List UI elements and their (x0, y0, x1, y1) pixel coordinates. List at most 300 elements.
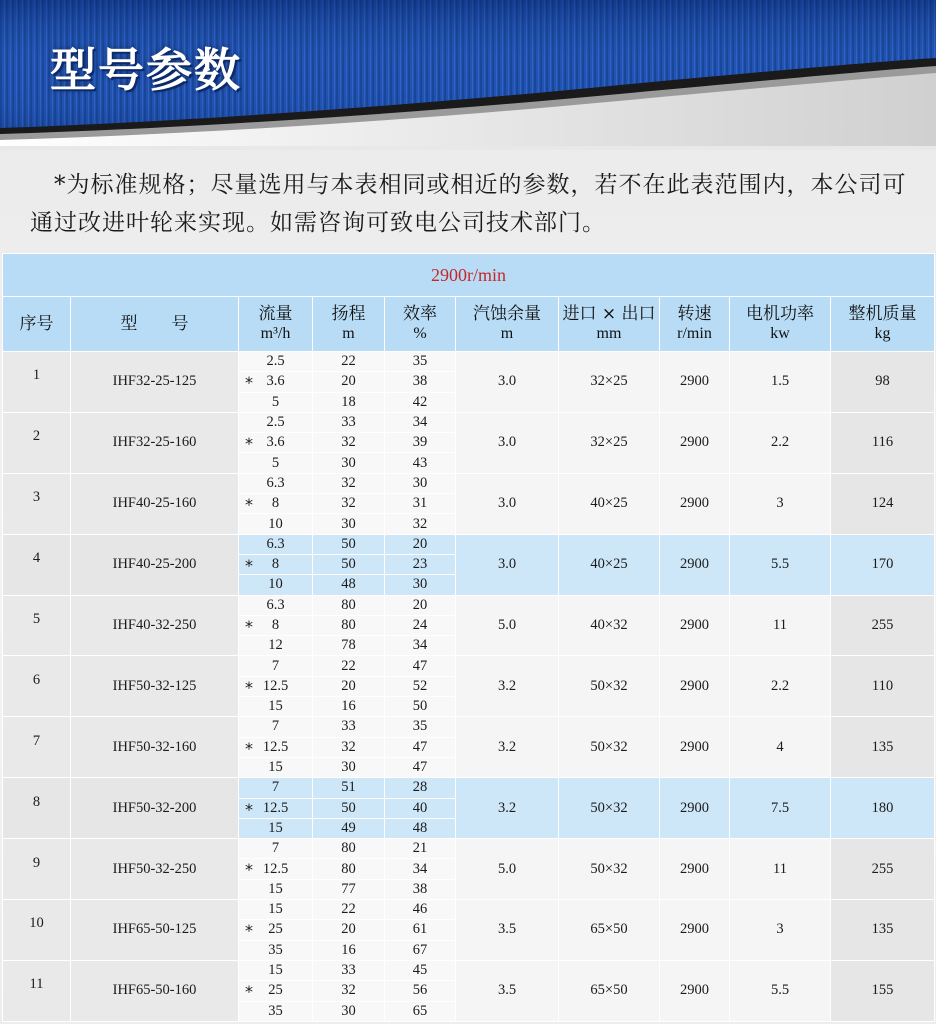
efficiency-cell-value: 24 (412, 617, 428, 633)
column-label: 转速 (677, 304, 712, 324)
motor-power-cell (730, 412, 831, 473)
model-cell (71, 717, 239, 778)
speed-cell-value: 2900 (680, 799, 709, 816)
table-row (3, 656, 935, 676)
column-label: 扬程 (331, 304, 366, 324)
flow-cell-value: 8 (271, 617, 280, 633)
motor-power-cell (730, 352, 831, 413)
standard-spec-marker: * (245, 434, 253, 454)
row-index-cell-value: 10 (29, 915, 44, 932)
speed-cell (660, 534, 730, 595)
port-size-cell (559, 534, 660, 595)
npsh-cell-value: 3.2 (497, 738, 517, 755)
port-size-cell (559, 717, 660, 778)
flow-cell-value: 35 (268, 941, 283, 958)
row-index-cell (3, 960, 71, 1021)
flow-cell (239, 575, 313, 595)
head-cell (313, 534, 385, 554)
port-size-cell (559, 778, 660, 839)
row-index-cell (3, 473, 71, 534)
efficiency-cell (385, 981, 456, 1001)
npsh-cell-value: 3.5 (497, 982, 517, 999)
efficiency-cell-value: 34 (412, 414, 428, 431)
efficiency-cell-value: 31 (412, 495, 428, 512)
head-cell-value: 18 (341, 393, 356, 410)
mass-cell-value: 170 (871, 556, 894, 573)
col-header-flow (239, 297, 313, 352)
column-unit: m (342, 325, 355, 342)
head-cell (313, 778, 385, 798)
row-index-cell (3, 839, 71, 900)
speed-cell (660, 352, 730, 413)
intro-note: *为标准规格；尽量选用与本表相同或相近的参数，若不在此表范围内，本公司可通过改进叶轮来实现。如需咨询可致电公司技术部门。 (30, 172, 907, 236)
head-cell (313, 981, 385, 1001)
standard-spec-marker: * (245, 373, 253, 393)
efficiency-cell (385, 778, 456, 798)
row-index-cell (3, 717, 71, 778)
port-size-cell (559, 473, 660, 534)
head-cell (313, 900, 385, 920)
efficiency-cell (385, 412, 456, 432)
efficiency-cell (385, 676, 456, 696)
motor-power-cell (730, 900, 831, 961)
head-cell (313, 737, 385, 757)
model-cell (71, 656, 239, 717)
port-size-cell-value: 40×25 (590, 495, 628, 512)
speed-cell (660, 595, 730, 656)
npsh-cell (456, 960, 559, 1021)
head-cell-value: 33 (341, 414, 356, 431)
port-size-cell (559, 352, 660, 413)
flow-cell-value: 7 (271, 779, 280, 796)
mass-cell (831, 656, 935, 717)
flow-cell (239, 656, 313, 676)
col-header-motor-power (730, 297, 831, 352)
head-cell (313, 412, 385, 432)
mass-cell (831, 717, 935, 778)
head-cell-value: 30 (341, 759, 356, 776)
efficiency-cell-value: 35 (412, 718, 428, 735)
head-cell (313, 514, 385, 534)
port-size-cell-value: 40×32 (590, 617, 628, 633)
motor-power-cell-value: 11 (773, 860, 787, 877)
npsh-cell-value: 3.0 (497, 373, 517, 390)
flow-cell (239, 636, 313, 656)
head-cell (313, 554, 385, 574)
column-unit: % (413, 325, 427, 342)
standard-spec-marker: * (245, 921, 253, 941)
speed-cell-value: 2900 (680, 921, 709, 938)
column-unit: kw (770, 325, 790, 342)
model-cell (71, 900, 239, 961)
standard-spec-marker: * (245, 982, 253, 1002)
mass-cell-value: 180 (871, 799, 894, 816)
column-unit: kg (874, 325, 891, 342)
flow-cell-value: 3.6 (266, 373, 285, 390)
head-cell (313, 352, 385, 372)
flow-cell (239, 839, 313, 859)
flow-cell (239, 534, 313, 554)
head-cell (313, 453, 385, 473)
mass-cell (831, 412, 935, 473)
col-header-port-size (559, 297, 660, 352)
column-label: 型 号 (120, 314, 189, 334)
flow-cell (239, 757, 313, 777)
head-cell (313, 859, 385, 879)
npsh-cell-value: 3.5 (497, 921, 517, 938)
column-label: 进口 × 出口 (562, 304, 656, 324)
efficiency-cell-value: 40 (412, 799, 428, 816)
head-cell (313, 473, 385, 493)
speed-cell-value: 2900 (680, 982, 709, 999)
table-row (3, 960, 935, 980)
model-cell-value: IHF65-50-125 (112, 921, 197, 938)
flow-cell (239, 717, 313, 737)
row-index-cell-value: 6 (32, 671, 41, 688)
head-cell (313, 575, 385, 595)
flow-cell (239, 372, 313, 392)
efficiency-cell (385, 737, 456, 757)
col-header-speed (660, 297, 730, 352)
flow-cell-value: 12 (268, 637, 283, 654)
col-header-head (313, 297, 385, 352)
flow-cell (239, 433, 313, 453)
head-cell (313, 392, 385, 412)
col-header-mass (831, 297, 935, 352)
head-cell-value: 32 (341, 495, 356, 512)
flow-cell-value: 12.5 (262, 738, 289, 755)
flow-cell-value: 10 (268, 515, 283, 532)
flow-cell (239, 1001, 313, 1021)
efficiency-cell-value: 47 (412, 738, 428, 755)
model-cell (71, 778, 239, 839)
efficiency-cell-value: 47 (412, 657, 428, 674)
efficiency-cell (385, 473, 456, 493)
row-index-cell-value: 5 (32, 611, 41, 627)
head-cell (313, 656, 385, 676)
mass-cell-value: 135 (871, 921, 894, 938)
column-unit: m³/h (260, 325, 291, 342)
flow-cell-value: 8 (271, 495, 280, 512)
npsh-cell (456, 534, 559, 595)
efficiency-cell-value: 20 (412, 535, 428, 552)
flow-cell (239, 798, 313, 818)
npsh-cell (456, 656, 559, 717)
motor-power-cell (730, 534, 831, 595)
mass-cell (831, 960, 935, 1021)
speed-cell-value: 2900 (680, 495, 709, 512)
model-cell-value: IHF40-25-200 (112, 556, 197, 573)
efficiency-cell (385, 818, 456, 838)
head-cell (313, 676, 385, 696)
motor-power-cell-value: 3 (776, 495, 784, 512)
speed-cell-value: 2900 (680, 434, 709, 451)
mass-cell-value: 116 (871, 434, 894, 451)
efficiency-cell-value: 46 (412, 901, 428, 918)
column-unit: mm (596, 325, 622, 342)
flow-cell (239, 940, 313, 960)
head-cell (313, 494, 385, 514)
efficiency-cell-value: 23 (412, 556, 428, 573)
col-header-npsh (456, 297, 559, 352)
head-cell-value: 80 (341, 840, 356, 857)
head-cell (313, 757, 385, 777)
page-title: 型号参数 (50, 43, 242, 97)
port-size-cell-value: 65×50 (590, 982, 628, 999)
row-index-cell-value: 8 (32, 793, 41, 810)
head-cell-value: 50 (341, 799, 356, 816)
row-index-cell (3, 352, 71, 413)
speed-cell (660, 900, 730, 961)
model-cell-value: IHF50-32-125 (112, 677, 197, 694)
mass-cell (831, 352, 935, 413)
col-header-index (3, 297, 71, 352)
efficiency-cell (385, 636, 456, 656)
flow-cell-value: 35 (268, 1002, 283, 1019)
efficiency-cell (385, 879, 456, 899)
speed-cell-value: 2900 (680, 860, 709, 877)
column-label: 序号 (19, 314, 54, 334)
efficiency-cell-value: 47 (412, 759, 428, 776)
row-index-cell (3, 778, 71, 839)
standard-spec-marker: * (245, 860, 253, 880)
efficiency-cell-value: 38 (412, 880, 428, 897)
motor-power-cell (730, 473, 831, 534)
flow-cell (239, 697, 313, 717)
efficiency-cell (385, 554, 456, 574)
head-cell-value: 33 (341, 962, 356, 979)
head-cell (313, 1001, 385, 1021)
speed-cell-value: 2900 (680, 556, 709, 573)
motor-power-cell-value: 7.5 (770, 799, 790, 816)
flow-cell (239, 453, 313, 473)
efficiency-cell (385, 940, 456, 960)
efficiency-cell-value: 30 (412, 576, 428, 593)
head-cell-value: 16 (341, 941, 356, 958)
efficiency-cell-value: 21 (412, 840, 428, 857)
speed-cell-value: 2900 (680, 617, 709, 633)
npsh-cell-value: 5.0 (497, 860, 517, 877)
flow-cell (239, 960, 313, 980)
head-cell-value: 20 (341, 677, 356, 694)
model-cell-value: IHF32-25-125 (112, 373, 197, 390)
efficiency-cell (385, 656, 456, 676)
standard-spec-marker: * (245, 495, 253, 515)
column-label: 整机质量 (848, 304, 917, 324)
head-cell (313, 615, 385, 635)
flow-cell (239, 392, 313, 412)
efficiency-cell-value: 43 (412, 454, 428, 471)
speed-cell (660, 656, 730, 717)
efficiency-cell (385, 575, 456, 595)
flow-cell (239, 514, 313, 534)
mass-cell (831, 778, 935, 839)
row-index-cell-value: 9 (32, 854, 41, 871)
speed-cell-value: 2900 (680, 738, 709, 755)
npsh-cell (456, 412, 559, 473)
head-cell-value: 32 (341, 982, 356, 999)
efficiency-cell-value: 67 (412, 941, 428, 958)
head-cell-value: 51 (341, 779, 356, 796)
head-cell (313, 433, 385, 453)
row-index-cell (3, 656, 71, 717)
npsh-cell-value: 3.2 (497, 799, 517, 816)
head-cell-value: 22 (341, 901, 356, 918)
npsh-cell (456, 839, 559, 900)
motor-power-cell-value: 11 (773, 617, 787, 633)
motor-power-cell (730, 656, 831, 717)
head-cell (313, 717, 385, 737)
mass-cell-value: 135 (871, 738, 894, 755)
port-size-cell (559, 656, 660, 717)
npsh-cell-value: 3.0 (497, 434, 517, 451)
speed-cell (660, 839, 730, 900)
head-cell-value: 20 (341, 373, 356, 390)
efficiency-cell (385, 494, 456, 514)
port-size-cell-value: 50×32 (590, 738, 628, 755)
head-cell (313, 839, 385, 859)
mass-cell (831, 900, 935, 961)
speed-cell (660, 717, 730, 778)
head-cell-value: 80 (341, 860, 356, 877)
efficiency-cell (385, 960, 456, 980)
flow-cell-value: 25 (268, 921, 283, 938)
flow-cell-value: 7 (271, 840, 280, 857)
flow-cell (239, 981, 313, 1001)
standard-spec-marker: * (245, 738, 253, 758)
efficiency-cell (385, 352, 456, 372)
efficiency-cell (385, 1001, 456, 1021)
speed-cell (660, 412, 730, 473)
npsh-cell-value: 5.0 (497, 617, 517, 633)
npsh-cell-value: 3.2 (497, 677, 517, 694)
flow-cell-value: 12.5 (262, 799, 289, 816)
head-cell-value: 77 (341, 880, 356, 897)
efficiency-cell (385, 839, 456, 859)
table-row (3, 900, 935, 920)
flow-cell-value: 12.5 (262, 860, 289, 877)
model-cell (71, 960, 239, 1021)
npsh-cell (456, 778, 559, 839)
efficiency-cell-value: 39 (412, 434, 428, 451)
motor-power-cell (730, 778, 831, 839)
head-cell (313, 818, 385, 838)
row-index-cell-value: 2 (32, 428, 41, 445)
flow-cell (239, 859, 313, 879)
npsh-cell-value: 3.0 (497, 495, 517, 512)
efficiency-cell-value: 65 (412, 1002, 428, 1019)
column-label: 流量 (258, 304, 293, 324)
efficiency-cell (385, 920, 456, 940)
head-cell-value: 32 (341, 738, 356, 755)
efficiency-cell (385, 757, 456, 777)
head-cell (313, 595, 385, 615)
table-row (3, 412, 935, 432)
flow-cell-value: 6.3 (266, 474, 285, 491)
efficiency-cell (385, 717, 456, 737)
npsh-cell (456, 717, 559, 778)
npsh-cell (456, 352, 559, 413)
row-index-cell-value: 1 (32, 367, 41, 384)
standard-spec-marker: * (245, 616, 253, 636)
efficiency-cell (385, 433, 456, 453)
port-size-cell-value: 50×32 (590, 677, 628, 694)
head-cell-value: 32 (341, 474, 356, 491)
row-index-cell (3, 595, 71, 656)
flow-cell-value: 2.5 (266, 414, 285, 431)
head-cell-value: 33 (341, 718, 356, 735)
column-label: 汽蚀余量 (473, 304, 541, 324)
flow-cell-value: 6.3 (266, 596, 285, 613)
npsh-cell-value: 3.0 (497, 556, 517, 573)
efficiency-cell-value: 32 (412, 515, 428, 532)
efficiency-cell-value: 38 (412, 373, 428, 390)
row-index-cell-value: 7 (32, 732, 41, 749)
row-index-cell-value: 3 (32, 489, 41, 506)
motor-power-cell-value: 1.5 (770, 373, 790, 390)
mass-cell-value: 155 (871, 982, 894, 999)
efficiency-cell (385, 372, 456, 392)
speed-cell (660, 473, 730, 534)
efficiency-cell (385, 534, 456, 554)
model-cell-value: IHF40-32-250 (112, 617, 197, 633)
port-size-cell (559, 839, 660, 900)
table-row (3, 595, 935, 615)
efficiency-cell-value: 34 (412, 637, 428, 654)
row-index-cell (3, 900, 71, 961)
flow-cell-value: 3.6 (266, 434, 285, 451)
flow-cell-value: 15 (268, 759, 283, 776)
motor-power-cell-value: 3 (776, 921, 784, 938)
column-label: 效率 (403, 304, 437, 324)
flow-cell-value: 2.5 (266, 353, 285, 370)
model-cell-value: IHF50-32-200 (112, 799, 197, 816)
head-cell (313, 920, 385, 940)
port-size-cell (559, 595, 660, 656)
flow-cell (239, 879, 313, 899)
efficiency-cell-value: 50 (412, 698, 428, 715)
head-cell-value: 80 (341, 617, 356, 633)
model-cell (71, 412, 239, 473)
efficiency-cell-value: 42 (412, 393, 428, 410)
flow-cell (239, 595, 313, 615)
npsh-cell (456, 473, 559, 534)
speed-cell-value: 2900 (680, 677, 709, 694)
head-cell (313, 940, 385, 960)
efficiency-cell (385, 798, 456, 818)
flow-cell (239, 737, 313, 757)
model-cell-value: IHF50-32-160 (112, 738, 197, 755)
table-row (3, 534, 935, 554)
table-row (3, 473, 935, 493)
mass-cell-value: 255 (871, 860, 894, 877)
flow-cell-value: 15 (268, 901, 283, 918)
efficiency-cell-value: 34 (412, 860, 428, 877)
efficiency-cell-value: 35 (412, 353, 428, 370)
motor-power-cell (730, 717, 831, 778)
motor-power-cell (730, 839, 831, 900)
flow-cell (239, 920, 313, 940)
mass-cell-value: 255 (871, 617, 894, 633)
column-unit: r/min (677, 325, 712, 342)
efficiency-cell (385, 900, 456, 920)
efficiency-cell-value: 61 (412, 921, 428, 938)
flow-cell (239, 412, 313, 432)
port-size-cell (559, 412, 660, 473)
speed-cell (660, 778, 730, 839)
head-cell-value: 22 (341, 353, 356, 370)
flow-cell-value: 10 (268, 576, 283, 593)
